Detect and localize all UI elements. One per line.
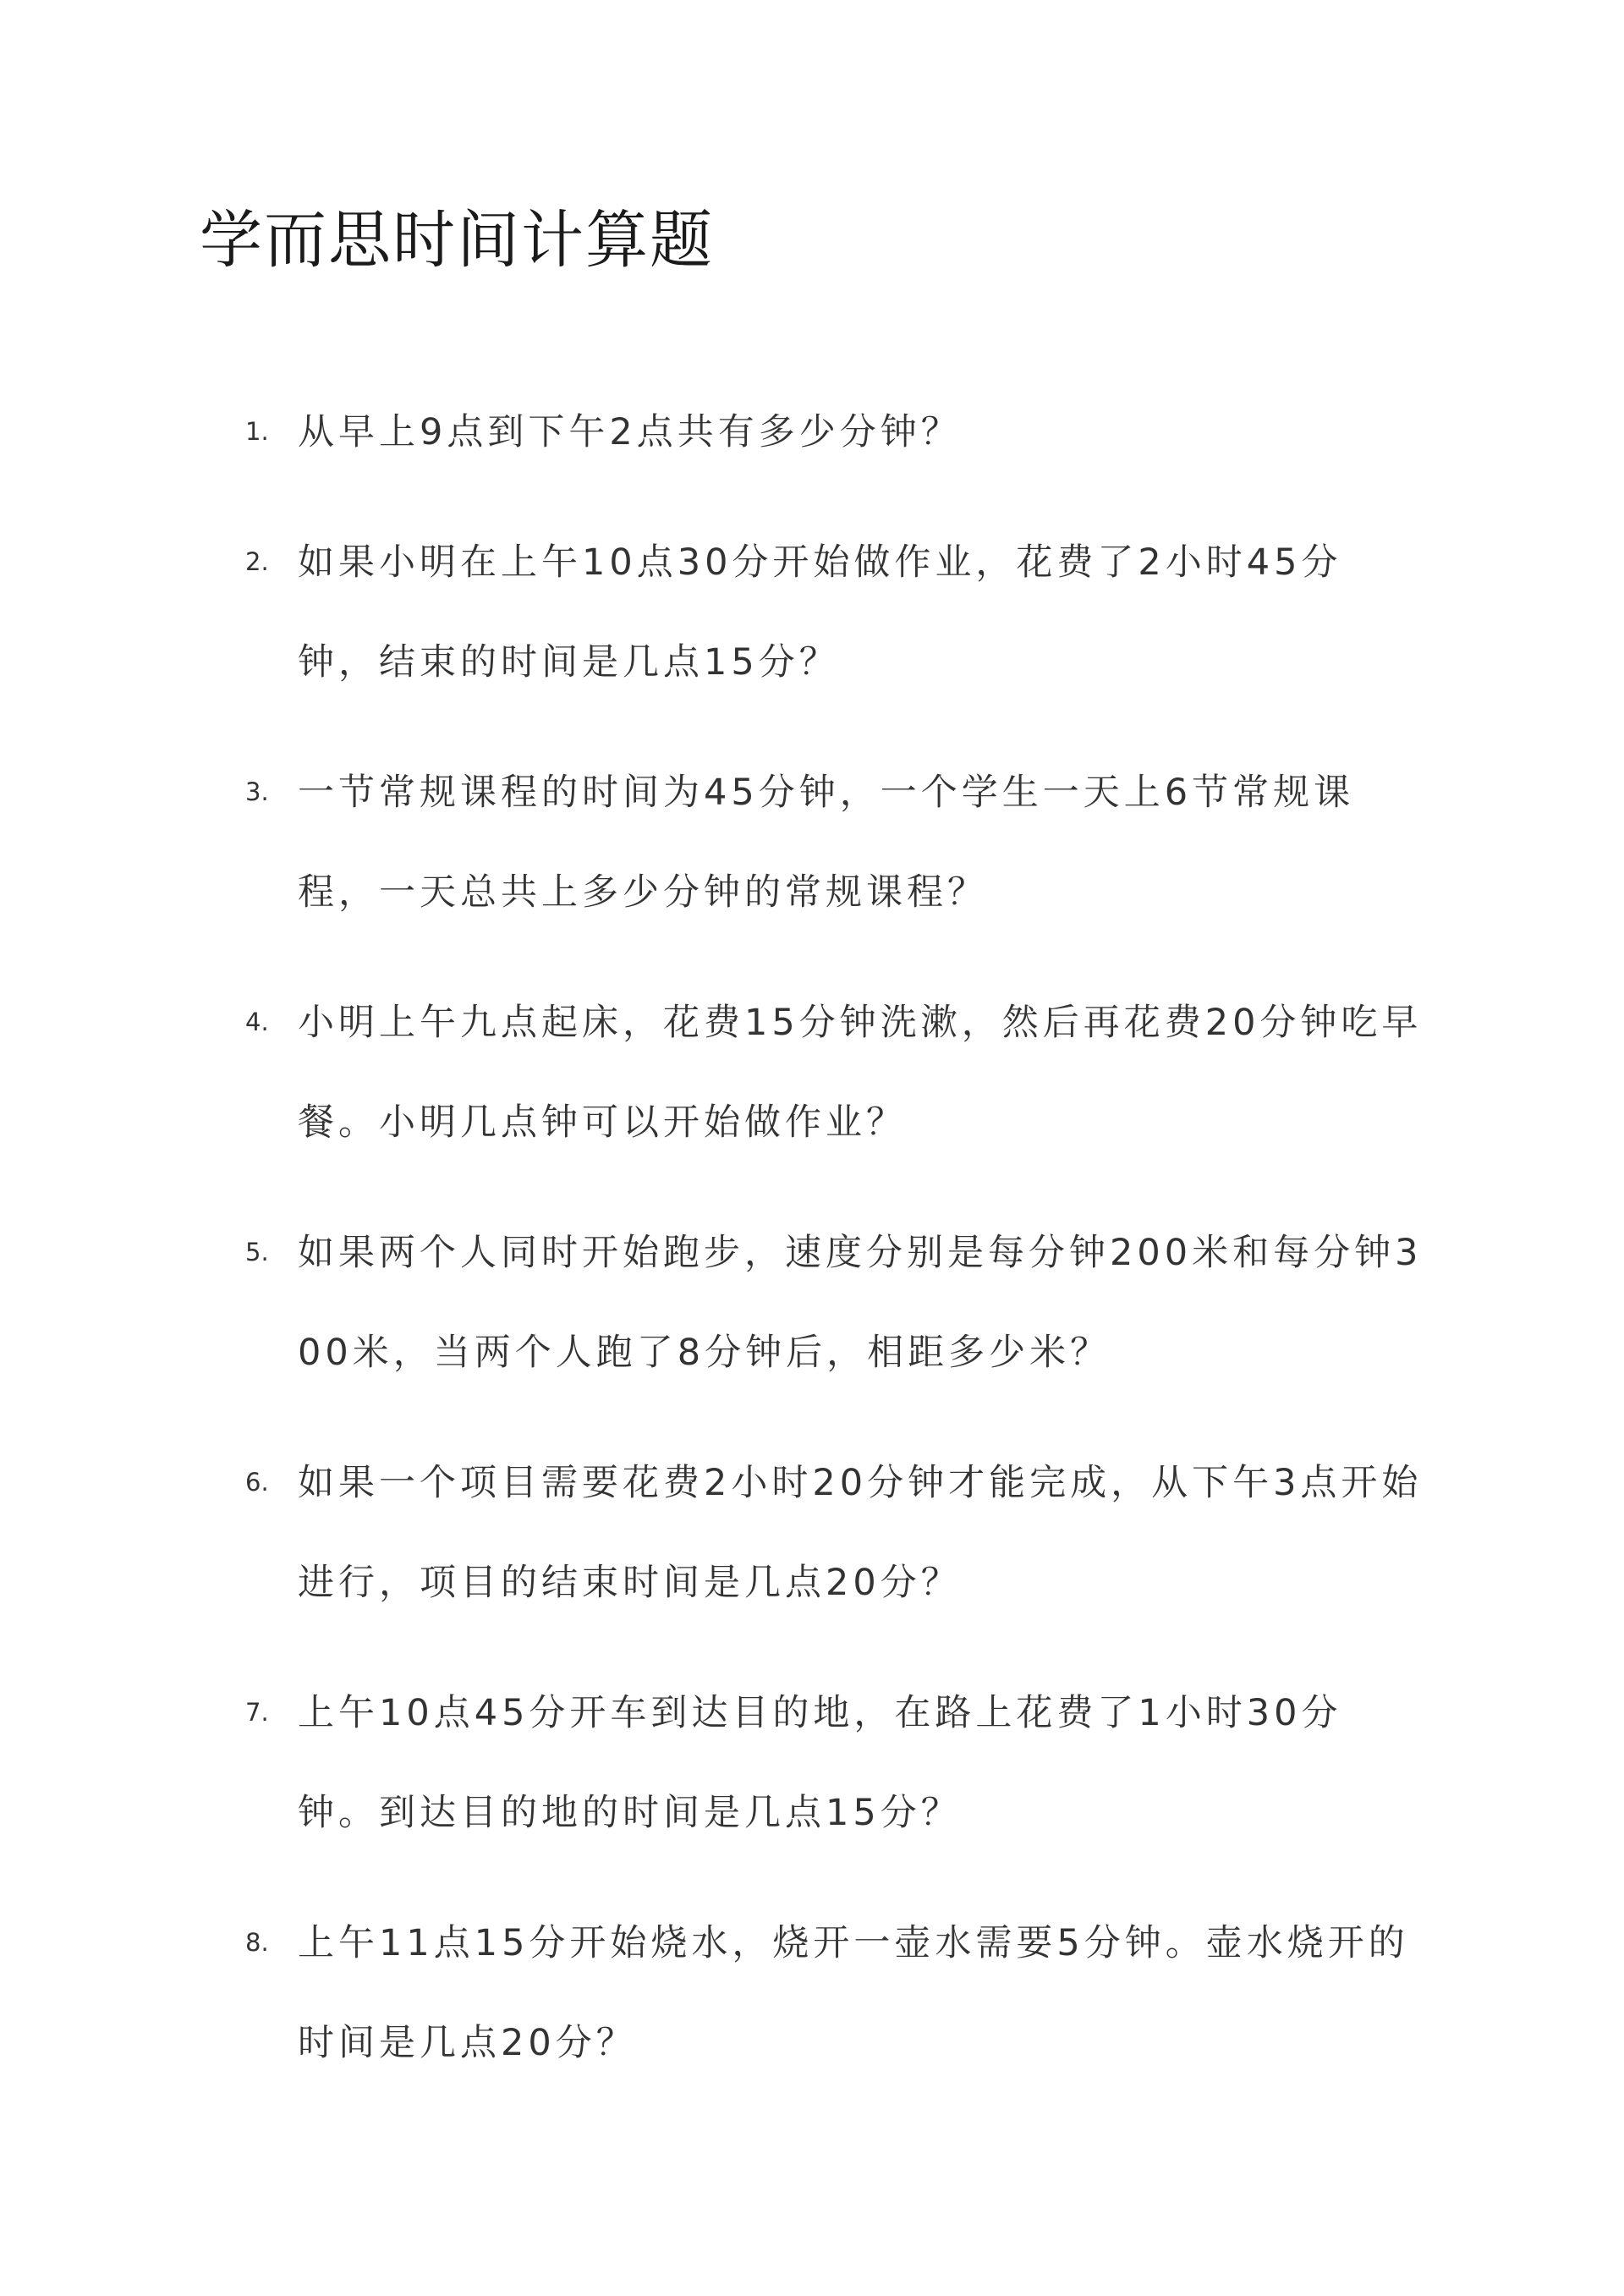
question-item	[0, 513, 1624, 712]
question-number: 1.	[245, 417, 269, 446]
question-number: 5.	[245, 1238, 269, 1266]
question-text: 如果两个人同时开始跑步，速度分别是每分钟200米和每分钟300米，当两个人跑了8分钟后，相距多少米？	[298, 1232, 1423, 1374]
question-text: 从早上9点到下午2点共有多少分钟？	[298, 411, 962, 453]
question-item	[0, 1433, 1624, 1633]
question-text: 如果一个项目需要花费2小时20分钟才能完成，从下午3点开始进行，项目的结束时间是几点20分？	[298, 1462, 1423, 1604]
question-item	[0, 1663, 1624, 1863]
question-item	[0, 743, 1624, 942]
question-number: 6.	[245, 1468, 269, 1497]
question-number: 2.	[245, 547, 269, 576]
question-text: 上午10点45分开车到达目的地，在路上花费了1小时30分钟。到达目的地的时间是几点15分？	[298, 1692, 1342, 1834]
question-text: 上午11点15分开始烧水，烧开一壶水需要5分钟。壶水烧开的时间是几点20分？	[298, 1922, 1409, 2064]
question-text: 如果小明在上午10点30分开始做作业，花费了2小时45分钟，结束的时间是几点15分？	[298, 541, 1342, 684]
question-item	[0, 1203, 1624, 1403]
question-number: 4.	[245, 1008, 269, 1036]
question-number: 8.	[245, 1928, 269, 1957]
question-number: 7.	[245, 1698, 269, 1727]
question-text: 小明上午九点起床，花费15分钟洗漱，然后再花费20分钟吃早餐。小明几点钟可以开始做作业？	[298, 1002, 1423, 1144]
question-item	[0, 973, 1624, 1173]
question-text: 一节常规课程的时间为45分钟，一个学生一天上6节常规课程，一天总共上多少分钟的常规课程？	[298, 772, 1355, 914]
question-item	[0, 382, 1624, 482]
question-number: 3.	[245, 777, 269, 806]
document-title: 学而思时间计算题	[200, 204, 714, 277]
question-item	[0, 1893, 1624, 2093]
question-list	[0, 382, 1624, 2123]
